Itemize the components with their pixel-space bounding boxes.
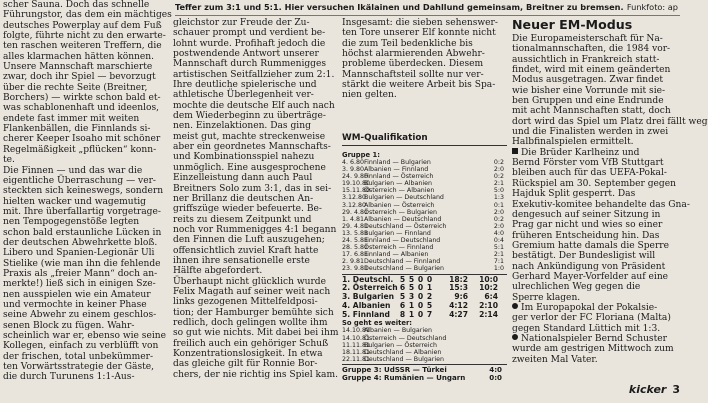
standings-p: 5 xyxy=(399,274,406,284)
match-date: 22.11.81 xyxy=(342,355,371,363)
match-teams: Finnland — Österreich xyxy=(364,173,434,181)
standings-goals: 4:27 xyxy=(449,309,468,319)
match-result xyxy=(484,342,504,349)
text-line: Unsere Mannschaft marschierte xyxy=(3,62,153,73)
article-column-4 xyxy=(512,17,708,365)
page-footer xyxy=(629,383,680,396)
text-line: Die Finnen — und das war die xyxy=(3,165,143,176)
text-line xyxy=(512,303,680,313)
text-line: über die rechte Seite (Breitner, xyxy=(3,82,148,93)
match-row xyxy=(342,349,507,356)
match-result: 2:0 xyxy=(493,222,504,230)
remaining-title: So geht es weiter: xyxy=(342,319,413,328)
standings-team: 4. Albanien xyxy=(342,300,391,310)
article-column-1 xyxy=(3,0,172,383)
match-row xyxy=(342,159,507,166)
match-date: 24. 5.81 xyxy=(342,237,369,245)
match-result: 2:0 xyxy=(493,208,504,216)
text-line: schauer prompt und verdient be- xyxy=(173,28,326,39)
match-date: 1. 4.81 xyxy=(342,215,365,223)
text-line: Insgesamt: die sieben sehenswer- xyxy=(342,18,498,28)
standings-goals: 9:6 xyxy=(454,292,468,302)
text-line: ger verlor der FC Floriana (Malta) xyxy=(512,313,671,324)
match-result: 0:1 xyxy=(493,201,504,209)
standings-w: 3 xyxy=(408,292,415,302)
group-1-matches xyxy=(342,159,507,273)
text-line: die zum Teil bedenkliche bis xyxy=(342,38,473,49)
text-line: ten Vorwärtsstrategie der Gäste, xyxy=(3,362,155,373)
text-line xyxy=(512,148,680,158)
text-line: meist gut, machte streckenweise xyxy=(173,131,326,142)
text-line: Rückspiel am 30. September gegen xyxy=(512,178,676,189)
text-line: Flankenbällen, die Finnlands si- xyxy=(3,124,151,135)
standings-w: 1 xyxy=(408,300,415,310)
match-result xyxy=(484,335,504,342)
text-line: alles klarmachen hätten können. xyxy=(3,51,155,62)
text-line: endete fast immer mit weiten xyxy=(3,113,140,124)
text-line: den Finnen die Luft auszugehen; xyxy=(173,235,325,246)
text-line: nen ausspielen wie ein Amateur xyxy=(3,289,151,300)
text-line: redlich, doch gelingen wollte ihm xyxy=(173,317,328,328)
match-row xyxy=(342,223,507,230)
text-line: gegen Standard Lüttich mit 1:3. xyxy=(512,323,661,334)
match-teams: Deutschland — Österreich xyxy=(364,222,447,230)
group-1-title: Gruppe 1: xyxy=(342,151,380,159)
text-line: bestätigt. Der Bundesligist will xyxy=(512,251,656,262)
photo-caption xyxy=(175,1,680,16)
match-teams: Deutschland — Bulgarien xyxy=(364,355,444,363)
match-date: 28. 5.81 xyxy=(342,244,369,252)
text-line: nen. Einzelaktionen. Das ging xyxy=(173,121,311,132)
match-row xyxy=(342,258,507,265)
text-line: ner Brillanz die deutschen An- xyxy=(173,193,314,204)
text-line: chers, der nie richtig ins Spiel kam. xyxy=(173,369,338,380)
text-line: artistischen Seitfallzieher zum 2:1. xyxy=(173,69,335,80)
standings-l: 2 xyxy=(426,292,433,302)
text-line: Gremium hatte damals die Sperre xyxy=(512,240,670,251)
other-group-result: 4:0 xyxy=(489,364,502,374)
text-line: Felix Magath auf seiner weit nach xyxy=(173,286,331,297)
text-line: athletische Überlegenheit ver- xyxy=(173,90,314,101)
text-line: und vermochte in keiner Phase xyxy=(3,299,147,310)
text-line: findet, wird mit einem geänderten xyxy=(512,65,671,76)
match-teams: Österreich — Finnland xyxy=(364,244,434,252)
match-row xyxy=(342,173,507,180)
match-result: 4:0 xyxy=(493,229,504,237)
match-result xyxy=(484,349,504,356)
text-line: ten raschen weiteren Treffern, die xyxy=(3,41,162,52)
text-line: wie bisher eine Vorrunde mit sie- xyxy=(512,85,666,96)
match-teams: Albanien — Finnland xyxy=(364,166,429,174)
match-date: 24. 9.80 xyxy=(342,173,369,181)
text-line: scheinlich war er, ebenso wie seine xyxy=(3,331,167,341)
standings-p: 8 xyxy=(399,309,406,319)
match-teams: Bulgarien — Österreich xyxy=(364,341,438,349)
text-line: früheren Entscheidung hin. Das xyxy=(512,230,660,241)
match-result: 2:1 xyxy=(493,251,504,259)
match-result: 0:2 xyxy=(493,173,504,181)
match-row xyxy=(342,216,507,223)
match-result: 7:1 xyxy=(493,258,504,266)
match-row xyxy=(342,327,507,334)
text-line: links gezogenen Mittelfeldposi- xyxy=(173,297,318,308)
match-teams: Albanien — Österreich xyxy=(364,201,435,209)
other-groups xyxy=(342,366,507,382)
match-teams: Österreich — Bulgarien xyxy=(364,208,438,216)
text-line-content: Im Europapokal der Pokalsie- xyxy=(521,302,658,313)
square-bullet-icon xyxy=(512,148,518,154)
match-date: 3.12.80 xyxy=(342,194,367,202)
text-line: unmöglich. Eine ausgesprochene xyxy=(173,162,326,173)
standings-w: 5 xyxy=(408,283,415,293)
text-line: Hajduk Split gesperrt. Das xyxy=(512,189,636,200)
match-row xyxy=(342,187,507,194)
standings-l: 5 xyxy=(426,300,433,310)
text-line: eigentliche Überraschung — ver- xyxy=(3,175,156,186)
match-result xyxy=(484,356,504,363)
standings-team: 5. Finnland xyxy=(342,309,390,319)
match-row xyxy=(342,230,507,237)
text-line: dort wird das Spiel um Platz drei fällt weg xyxy=(512,116,708,127)
match-result: 1:3 xyxy=(493,194,504,202)
article-column-2 xyxy=(173,18,338,380)
standings-goals: 4:12 xyxy=(449,300,468,310)
match-date: 23. 9.81 xyxy=(342,265,369,273)
schuster-paragraph xyxy=(512,334,680,365)
standings-l: 7 xyxy=(426,309,433,319)
text-line: Mannschaft durch Rummenigges xyxy=(173,59,327,70)
match-date: 15.11.80 xyxy=(342,187,371,195)
standings-team: 1. Deutschl. xyxy=(342,274,394,284)
text-line: folgte, führte nicht zu den erwarte- xyxy=(3,31,166,42)
text-line: aussichtlich in Frankreich statt- xyxy=(512,54,660,65)
text-line: Libero und Spanien-Legionär Uli xyxy=(3,248,155,259)
text-line: postwendende Antwort unserer xyxy=(173,49,319,60)
text-line: nen Tempogegenstöße legten xyxy=(3,217,140,228)
text-line: ten Tore unserer Elf konnte nicht xyxy=(342,28,496,39)
text-line: te. xyxy=(3,155,15,166)
standings-p: 6 xyxy=(399,300,406,310)
text-line: Ihre deutliche spielerische und xyxy=(173,80,317,91)
text-line: Hälfte abgefordert. xyxy=(173,266,263,277)
text-line: merkte!) ließ sich in einigen Sze- xyxy=(3,279,156,290)
standings-w: 1 xyxy=(408,309,415,319)
standings-d: 0 xyxy=(417,283,424,293)
match-date: 3. 9.80 xyxy=(342,166,365,174)
photo-credit: Funkfoto: ap xyxy=(626,2,678,12)
text-line: der deutschen Abwehrkette bloß. xyxy=(3,237,158,248)
text-line: Die Europameisterschaft für Na- xyxy=(512,34,663,44)
match-date: 19.10.80 xyxy=(342,180,371,188)
standings-team: 3. Bulgarien xyxy=(342,292,395,302)
group-1-standings xyxy=(342,276,507,320)
match-result: 5:0 xyxy=(493,187,504,195)
text-line: Sperre klagen. xyxy=(512,292,581,303)
standings-pts: 6:4 xyxy=(484,292,498,302)
page-number: 3 xyxy=(672,383,680,396)
text-line: mit acht Mannschaften statt, doch xyxy=(512,106,671,117)
text-line: Modus ausgetragen. Zwar findet xyxy=(512,75,663,86)
match-date: 2. 9.81 xyxy=(342,258,365,266)
match-teams: Österreich — Deutschland xyxy=(364,334,447,342)
text-line: und Kombinationsspiel nahezu xyxy=(173,152,315,163)
text-line: dem Wiederbeginn zu überträge- xyxy=(173,111,326,122)
match-date: 17. 6.81 xyxy=(342,251,369,259)
text-line: und die Finalisten werden in zwei xyxy=(512,127,669,138)
text-line: der frischen, total unbekümmer- xyxy=(3,351,154,362)
standings-d: 0 xyxy=(417,274,424,284)
text-line: Halbfinalspielen ermittelt. xyxy=(512,137,634,148)
other-group-result: 0:0 xyxy=(489,373,502,383)
match-teams: Deutschland — Finnland xyxy=(364,258,441,266)
text-line: nien gelten. xyxy=(342,90,397,101)
match-row xyxy=(342,251,507,258)
standings-d: 0 xyxy=(417,309,424,319)
foerster-paragraph xyxy=(512,147,690,303)
match-row xyxy=(342,335,507,342)
text-line: bleiben auch für das UEFA-Pokal- xyxy=(512,168,667,179)
match-date: 14.10.81 xyxy=(342,327,371,335)
text-line: ulrechlichen Weg gegen die xyxy=(512,282,641,293)
em-paragraph xyxy=(512,34,708,148)
standings-pts: 10:0 xyxy=(479,274,498,284)
article-column-3 xyxy=(342,18,505,101)
text-line-content: Nationalspieler Bernd Schuster xyxy=(521,333,667,344)
text-line: offensichtlich zuviel Kraft hatte xyxy=(173,245,319,256)
match-teams: Finnland — Bulgarien xyxy=(364,159,431,166)
match-row xyxy=(342,342,507,349)
standings-row xyxy=(342,311,507,320)
match-row xyxy=(342,244,507,251)
match-result: 0:2 xyxy=(493,159,504,166)
text-line: stärkt die weitere Arbeit bis Spa- xyxy=(342,80,496,91)
match-date: 4. 6.80 xyxy=(342,159,365,166)
floriana-paragraph xyxy=(512,303,680,334)
text-line: tionalmannschaften, die 1984 vor- xyxy=(512,44,671,55)
other-group-row xyxy=(342,374,507,382)
magazine-name: kicker xyxy=(628,383,667,396)
text-line: das gleiche gilt für Ronnie Bor- xyxy=(173,359,318,370)
standings-goals: 15:3 xyxy=(449,283,468,293)
other-group-teams: Gruppe 4: Rumänien — Ungarn xyxy=(342,373,466,383)
match-row xyxy=(342,194,507,201)
text-line: zwar, doch ihr Spiel — bevorzugt xyxy=(3,72,156,83)
text-line: senen Block zu fügen. Wahr- xyxy=(3,320,135,331)
text-line: Exekutiv-komitee behandelte das Gna- xyxy=(512,199,690,210)
em-headline: Neuer EM-Modus xyxy=(512,17,633,32)
standings-pts: 10:2 xyxy=(479,283,498,293)
text-line: Konzentrationslosigkeit. In etwa xyxy=(173,349,323,359)
match-teams: Finnland — Deutschland xyxy=(364,237,441,245)
text-line: Regelmäßigkeit „pflücken“ konn- xyxy=(3,144,157,155)
standings-pts: 2:10 xyxy=(479,300,498,310)
text-line: cherer Keeper Isoaho mit schöner xyxy=(3,134,161,145)
text-line: so gut wie nichts. Mit dabei bei ihm xyxy=(173,328,339,339)
match-date: 29. 4.81 xyxy=(342,222,369,230)
match-row xyxy=(342,265,507,272)
text-line: tion; der Hamburger bemühte sich xyxy=(173,307,334,318)
match-teams: Bulgarien — Finnland xyxy=(364,229,431,237)
standings-d: 0 xyxy=(417,300,424,310)
text-line xyxy=(512,334,680,344)
match-teams: Österreich — Albanien xyxy=(364,187,435,195)
standings-p: 5 xyxy=(399,292,406,302)
standings-p: 6 xyxy=(399,283,406,293)
text-line: ihnen ihre sensationelle erste xyxy=(173,255,310,266)
match-row xyxy=(342,209,507,216)
match-teams: Bulgarien — Deutschland xyxy=(364,194,444,202)
other-group-teams: Gruppe 3: UdSSR — Türkei xyxy=(342,364,447,374)
match-date: 11.11.81 xyxy=(342,341,371,349)
text-line: zweiten Mal Vater. xyxy=(512,354,598,365)
text-line: probleme überdecken. Diesem xyxy=(342,59,484,70)
text-line: ben Gruppen und eine Endrunde xyxy=(512,96,664,107)
standings-team: 2. Österreich xyxy=(342,283,398,293)
standings-goals: 18:2 xyxy=(449,274,468,284)
text-line: scher Sauna. Doch das schnelle xyxy=(3,0,150,10)
match-result: 2:1 xyxy=(493,180,504,188)
text-line: schon bald erstaunliche Lücken in xyxy=(3,227,162,238)
text-line: Borchers) — wirkte schon bald et- xyxy=(3,93,161,104)
text-line: Mannschaftsteil sollte nur ver- xyxy=(342,69,484,80)
match-teams: Albanien — Deutschland xyxy=(364,215,442,223)
wm-qualification-table xyxy=(342,133,507,382)
text-line: Stielike (wie man ihn die fehlende xyxy=(3,258,161,269)
text-line: mochte die deutsche Elf auch nach xyxy=(173,100,335,111)
match-result: 0:4 xyxy=(493,237,504,245)
photo-caption-text: Teffer zum 3:1 und 5:1. Hier versuchen Ikälainen und Dahllund gemeinsam, Breitner zu bremsen. xyxy=(175,2,624,12)
match-date: 29. 4.81 xyxy=(342,208,369,216)
text-line: gleichstor zur Freude der Zu- xyxy=(173,18,310,28)
text-line: deutsches Powerplay auf dem Fuß xyxy=(3,20,162,31)
text-line: reits zu diesem Zeitpunkt und xyxy=(173,214,312,225)
match-teams: Bulgarien — Albanien xyxy=(364,180,432,188)
text-line: seine Abwehr zu einem geschlos- xyxy=(3,310,157,321)
text-line: Breitners Solo zum 3:1, das in sei- xyxy=(173,183,332,194)
text-line: lohnt wurde. Profihaft jedoch die xyxy=(173,38,326,49)
standings-w: 5 xyxy=(408,274,415,284)
text-line: dengesuch auf seiner Sitzung in xyxy=(512,209,661,220)
text-line: hielten wacker und wagemutig xyxy=(3,196,146,207)
text-line: freilich auch ein gehöriger Schuß xyxy=(173,338,329,349)
match-teams: Albanien — Bulgarien xyxy=(364,327,432,335)
text-line: Praxis als „freier Mann“ doch an- xyxy=(3,268,158,279)
wm-table-title: WM-Qualifikation xyxy=(342,133,507,146)
text-line: Führungstor, das dem ein mächtiges xyxy=(3,10,172,21)
round-bullet-icon xyxy=(512,303,518,309)
text-line: Bernd Förster vom VfB Stuttgart xyxy=(512,158,664,169)
match-date: 14.10.81 xyxy=(342,334,371,342)
text-line: griffszüge wieder befeuerte. Be- xyxy=(173,204,322,215)
group-1-remaining xyxy=(342,327,507,362)
match-row xyxy=(342,356,507,363)
text-line: Prag gar nicht und wies so einer xyxy=(512,220,663,231)
text-line: was schablonenhaft und ideenlos, xyxy=(3,103,160,114)
text-line: Einzelleistung dann auch Paul xyxy=(173,173,313,184)
text-line-content: Die Brüder Karlheinz und xyxy=(521,147,640,158)
text-line: die durch Turunens 1:1-Aus- xyxy=(3,372,135,383)
text-line: Kollegen, einfach zu verblüfft von xyxy=(3,341,159,352)
match-date: 13. 5.81 xyxy=(342,229,369,237)
standings-pts: 2:14 xyxy=(479,309,498,319)
text-line: Überhaupt nicht glücklich wurde xyxy=(173,276,327,287)
text-line: wurde am gestrigen Mittwoch zum xyxy=(512,344,674,355)
match-teams: Finnland — Albanien xyxy=(364,251,429,259)
match-result: 0:2 xyxy=(493,215,504,223)
match-result: 5:1 xyxy=(493,244,504,252)
text-line: mit. Ihre überfallartig vorgetrage- xyxy=(3,206,161,217)
text-line: Gerhard Mayer-Vorfelder auf eine xyxy=(512,271,669,282)
match-row xyxy=(342,202,507,209)
standings-l: 1 xyxy=(426,283,433,293)
text-line: noch vor Rummenigges 4:1 begann xyxy=(173,224,337,235)
match-result: 2:0 xyxy=(493,166,504,174)
standings-d: 0 xyxy=(417,292,424,302)
text-line: höchst alarmierenden Abwehr- xyxy=(342,49,485,60)
text-line: aber ein geordnetes Mannschafts- xyxy=(173,142,331,153)
match-result xyxy=(484,327,504,334)
text-line: steckten sich keineswegs, sondern xyxy=(3,186,164,197)
match-date: 3.12.80 xyxy=(342,201,367,209)
match-teams: Deutschland — Bulgarien xyxy=(364,265,444,273)
standings-l: 0 xyxy=(426,274,433,284)
round-bullet-icon xyxy=(512,334,518,340)
match-date: 18.11.81 xyxy=(342,348,371,356)
text-line: nach Ankündigung von Präsident xyxy=(512,261,666,272)
match-result: 1:0 xyxy=(493,265,504,273)
match-teams: Deutschland — Albanien xyxy=(364,348,442,356)
